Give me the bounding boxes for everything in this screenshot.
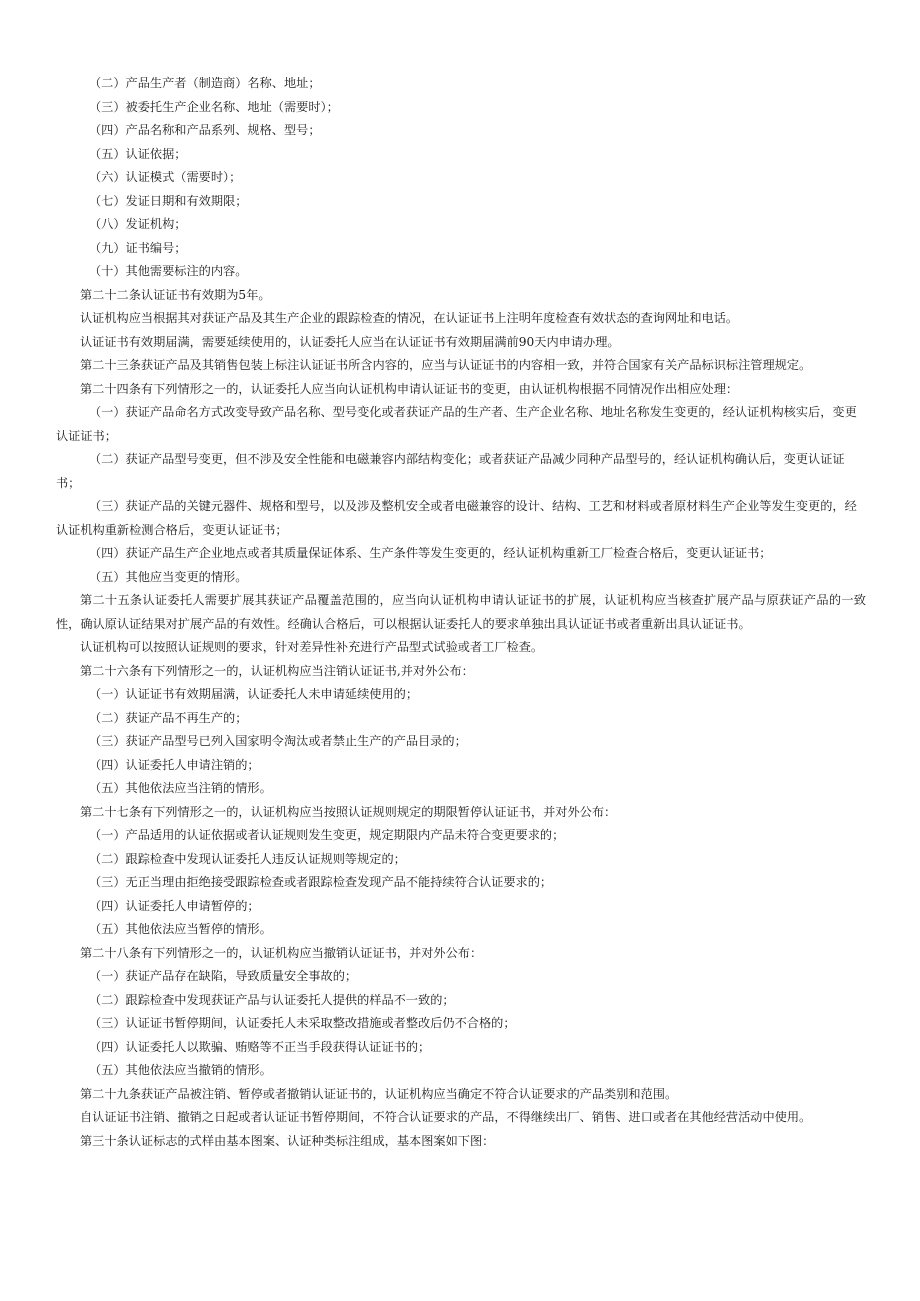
article-28: 第二十八条有下列情形之一的，认证机构应当撤销认证证书，并对外公布：	[80, 945, 483, 960]
article-26: 第二十六条有下列情形之一的，认证机构应当注销认证证书,并对外公布：	[80, 663, 474, 678]
list-item: （一）产品适用的认证依据或者认证规则发生变更，规定期限内产品未符合变更要求的；	[89, 828, 565, 842]
article-25: 第二十五条认证委托人需要扩展其获证产品覆盖范围的，应当向认证机构申请认证证书的扩展，认证机构应当核查扩展产品与原获证产品的一致性，确认原认证结果对扩展产品的有效性。经确认合格后，可以根据认证委托人的要求单独出具认证证书或者重新出具认证证书。	[56, 593, 866, 631]
paragraph: 认证证书有效期届满，需要延续使用的，认证委托人应当在认证证书有效期届满前90天内申请办理。	[80, 334, 620, 349]
article-24: 第二十四条有下列情形之一的，认证委托人应当向认证机构申请认证证书的变更，由认证机构根据不同情况作出相应处理：	[80, 381, 739, 396]
list-item: （二）获证产品不再生产的；	[89, 710, 248, 725]
article-30: 第三十条认证标志的式样由基本图案、认证种类标注组成，基本图案如下图：	[80, 1133, 495, 1148]
list-item: （四）认证委托人申请注销的；	[89, 757, 260, 772]
document-body	[56, 72, 866, 1153]
list-item: （四）认证委托人申请暂停的；	[89, 898, 260, 913]
list-item: （一）认证证书有效期届满，认证委托人未申请延续使用的；	[89, 687, 419, 701]
list-item: （三）获证产品的关键元器件、规格和型号，以及涉及整机安全或者电磁兼容的设计、结构、工艺和材料或者原材料生产企业等发生变更的，经认证机构重新检测合格后，变更认证证书；	[56, 499, 857, 537]
list-item: （三）认证证书暂停期间，认证委托人未采取整改措施或者整改后仍不合格的；	[89, 1016, 516, 1030]
list-item: （八）发证机构；	[89, 217, 187, 231]
article-27: 第二十七条有下列情形之一的，认证机构应当按照认证规则规定的期限暂停认证证书，并对外公布：	[80, 804, 617, 819]
list-item: （六）认证模式（需要时）；	[89, 170, 242, 184]
list-item: （二）获证产品型号变更，但不涉及安全性能和电磁兼容内部结构变化；或者获证产品减少同种产品型号的，经认证机构确认后，变更认证证书；	[56, 452, 845, 490]
list-item: （四）获证产品生产企业地点或者其质量保证体系、生产条件等发生变更的，经认证机构重新工厂检查合格后，变更认证证书；	[89, 546, 772, 560]
paragraph: 认证机构应当根据其对获证产品及其生产企业的跟踪检查的情况，在认证证书上注明年度检查有效状态的查询网址和电话。	[80, 311, 739, 325]
list-item: （三）被委托生产企业名称、地址（需要时）；	[89, 99, 339, 114]
list-item: （五）其他依法应当注销的情形。	[89, 781, 272, 795]
article-29: 第二十九条获证产品被注销、暂停或者撤销认证证书的，认证机构应当确定不符合认证要求的产品类别和范围。	[80, 1086, 678, 1101]
list-item: （四）产品名称和产品系列、规格、型号；	[89, 123, 321, 137]
article-22: 第二十二条认证证书有效期为5年。	[80, 287, 271, 302]
paragraph: 认证机构可以按照认证规则的要求，针对差异性补充进行产品型式试验或者工厂检查。	[80, 640, 544, 654]
list-item: （五）其他应当变更的情形。	[89, 569, 248, 584]
list-item: （五）其他依法应当暂停的情形。	[89, 922, 272, 936]
list-item: （十）其他需要标注的内容。	[89, 264, 248, 278]
list-item: （九）证书编号；	[89, 240, 187, 255]
list-item: （二）跟踪检查中发现认证委托人违反认证规则等规定的；	[89, 851, 406, 866]
article-23: 第二十三条获证产品及其销售包装上标注认证证书所含内容的，应当与认证证书的内容相一致，并符合国家有关产品标识标注管理规定。	[80, 358, 812, 372]
list-item: （五）其他依法应当撤销的情形。	[89, 1063, 272, 1077]
list-item: （三）获证产品型号已列入国家明令淘汰或者禁止生产的产品目录的；	[89, 734, 467, 748]
list-item: （一）获证产品存在缺陷，导致质量安全事故的；	[89, 969, 358, 983]
list-item: （二）跟踪检查中发现获证产品与认证委托人提供的样品不一致的；	[89, 992, 455, 1007]
list-item: （一）获证产品命名方式改变导致产品名称、型号变化或者获证产品的生产者、生产企业名称、地址名称发生变更的，经认证机构核实后，变更认证证书；	[56, 405, 857, 443]
list-item: （七）发证日期和有效期限；	[89, 193, 248, 208]
paragraph: 自认证证书注销、撤销之日起或者认证证书暂停期间，不符合认证要求的产品，不得继续出厂、销售、进口或者在其他经营活动中使用。	[80, 1110, 812, 1124]
list-item: （五）认证依据；	[89, 146, 187, 161]
list-item: （三）无正当理由拒绝接受跟踪检查或者跟踪检查发现产品不能持续符合认证要求的；	[89, 875, 553, 889]
list-item: （四）认证委托人以欺骗、贿赂等不正当手段获得认证证书的；	[89, 1039, 431, 1054]
list-item: （二）产品生产者（制造商）名称、地址；	[89, 76, 321, 90]
